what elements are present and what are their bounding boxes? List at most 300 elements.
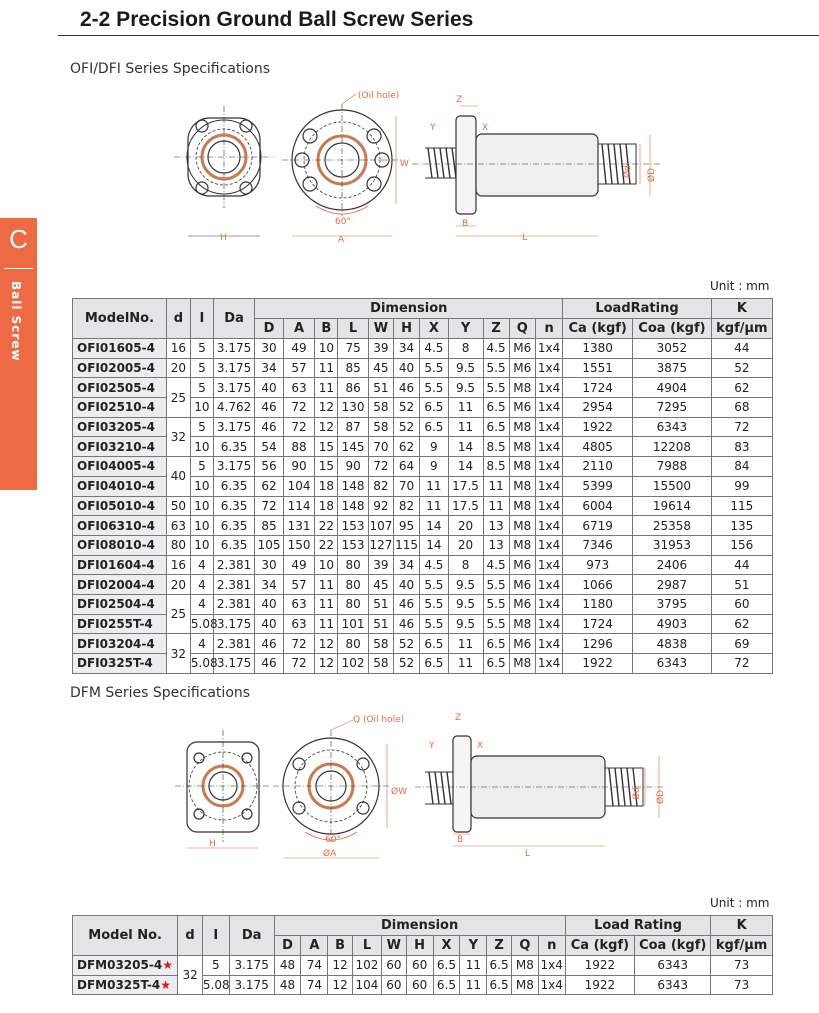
dimension-cell: 56 [255, 457, 283, 477]
ball-diameter-cell: 3.175 [213, 378, 254, 398]
lead-cell: 4 [190, 634, 213, 654]
dimension-cell: 1x4 [535, 339, 562, 359]
dimension-cell: 63 [283, 614, 315, 634]
dimension-cell: 54 [255, 437, 283, 457]
dimension-cell: 1x4 [538, 975, 565, 995]
dfm-header-ca: Ca (kgf) [565, 936, 634, 956]
dynamic-load-cell: 1922 [565, 975, 634, 995]
dimension-cell: 90 [283, 457, 315, 477]
dimension-cell: 49 [283, 339, 315, 359]
ball-diameter-cell: 3.175 [213, 417, 254, 437]
dimension-cell: 63 [283, 594, 315, 614]
dimension-cell: 90 [338, 457, 369, 477]
dimension-cell: 148 [338, 476, 369, 496]
dimension-cell: 5.5 [420, 614, 448, 634]
dimension-cell: M8 [509, 535, 535, 555]
model-number: OFI05010-4 [77, 498, 155, 513]
dimension-cell: 52 [393, 398, 419, 418]
dimension-cell: M6 [509, 339, 535, 359]
ball-diameter-cell: 4.762 [213, 398, 254, 418]
dimension-cell: 22 [315, 535, 338, 555]
shaft-diameter-cell: 25 [166, 594, 190, 633]
dynamic-load-cell: 1551 [563, 358, 633, 378]
dfm-oil-hole-label: Q (Oil hole) [353, 715, 405, 725]
dynamic-load-cell: 1922 [563, 654, 633, 674]
dfm-header-dim: Y [460, 936, 487, 956]
dimension-cell: 57 [283, 575, 315, 595]
dimension-cell: 1x4 [535, 457, 562, 477]
dfm-header-k-unit: kgf/μm [711, 936, 773, 956]
model-number: OFI04010-4 [77, 479, 155, 494]
ball-diameter-cell: 3.175 [229, 956, 274, 976]
dimension-cell: 8 [448, 339, 483, 359]
dimension-cell: 14 [420, 516, 448, 536]
side-tab-label: Ball Screw [9, 281, 23, 362]
model-cell [73, 358, 167, 378]
dimension-cell: 9 [420, 457, 448, 477]
dimension-cell: 46 [393, 614, 419, 634]
static-load-cell: 6343 [633, 417, 712, 437]
dimension-cell: 1x4 [535, 516, 562, 536]
title-underline [58, 35, 819, 36]
table-row [73, 358, 773, 378]
dynamic-load-cell: 1724 [563, 378, 633, 398]
ball-diameter-cell: 2.381 [213, 575, 254, 595]
ball-diameter-cell: 2.381 [213, 555, 254, 575]
ofi-header-l: I [190, 299, 213, 339]
dimension-cell: 87 [338, 417, 369, 437]
dimension-cell: 60 [382, 975, 407, 995]
model-number: DFI01604-4 [77, 557, 155, 572]
star-icon: ★ [162, 958, 173, 973]
side-tab-letter: C [9, 224, 28, 254]
dimension-cell: 11 [448, 417, 483, 437]
dimension-cell: 60 [406, 956, 433, 976]
model-number: DFM03205-4 [77, 958, 163, 973]
dimension-cell: 11 [483, 476, 509, 496]
dimension-cell: 11 [483, 496, 509, 516]
dimension-cell: 17.5 [448, 496, 483, 516]
static-load-cell: 4838 [633, 634, 712, 654]
dimension-cell: 46 [255, 417, 283, 437]
static-load-cell: 19614 [633, 496, 712, 516]
dimension-cell: 1x4 [535, 437, 562, 457]
dimension-cell: 14 [448, 457, 483, 477]
dimension-cell: 5.5 [420, 358, 448, 378]
table-row [73, 594, 773, 614]
dimension-cell: 80 [338, 555, 369, 575]
dfm-spec-table [72, 915, 773, 995]
lead-cell: 5 [190, 457, 213, 477]
dimension-cell: 4.5 [420, 339, 448, 359]
dimension-cell: 72 [368, 457, 393, 477]
dimension-cell: 34 [393, 339, 419, 359]
dimension-cell: 5.5 [483, 614, 509, 634]
dimension-cell: 34 [255, 358, 283, 378]
page-title: 2-2 Precision Ground Ball Screw Series [80, 8, 474, 31]
dimension-cell: 11 [420, 476, 448, 496]
static-load-cell: 7295 [633, 398, 712, 418]
dfm-header-dim: W [382, 936, 407, 956]
dimension-cell: 104 [283, 476, 315, 496]
model-number: DFI0325T-4 [77, 656, 153, 671]
model-number: OFI03205-4 [77, 420, 155, 435]
dfm-header-da: Da [229, 916, 274, 956]
dfm-header-d: d [178, 916, 203, 956]
model-number: OFI04005-4 [77, 459, 155, 474]
model-number: DFI02004-4 [77, 577, 155, 592]
dimension-cell: 82 [393, 496, 419, 516]
model-number: DFI0255T-4 [77, 616, 153, 631]
dfm-header-coa: Coa (kgf) [635, 936, 711, 956]
dimension-cell: M6 [509, 358, 535, 378]
stiffness-cell: 72 [711, 654, 772, 674]
ball-diameter-cell: 3.175 [213, 654, 254, 674]
dimension-cell: 39 [368, 339, 393, 359]
dimension-cell: 127 [368, 535, 393, 555]
ofi-section-heading: OFI/DFI Series Specifications [70, 61, 271, 77]
dimension-cell: 58 [368, 417, 393, 437]
lead-cell: 4 [190, 594, 213, 614]
ofi-header-k: K [711, 299, 772, 319]
dimension-cell: 6.5 [420, 398, 448, 418]
dimension-cell: 102 [352, 956, 381, 976]
model-cell [73, 398, 167, 418]
ofi-header-k-unit: kgf/μm [711, 319, 772, 339]
shaft-diameter-cell: 32 [178, 956, 203, 995]
ofi-unit-label: Unit : mm [710, 279, 770, 293]
model-number: OFI03210-4 [77, 439, 155, 454]
dfm-label-x: X [477, 741, 484, 751]
dimension-cell: 72 [283, 417, 315, 437]
dimension-cell: M8 [509, 417, 535, 437]
dfm-unit-label: Unit : mm [710, 896, 770, 910]
dimension-cell: 30 [255, 339, 283, 359]
dimension-cell: 11 [315, 358, 338, 378]
lead-cell: 5 [190, 358, 213, 378]
model-cell [73, 516, 167, 536]
dimension-cell: 9.5 [448, 358, 483, 378]
dimension-cell: 58 [368, 398, 393, 418]
dimension-cell: 74 [301, 956, 328, 976]
side-tab-divider [4, 268, 33, 269]
ofi-header-dim: H [393, 319, 419, 339]
static-load-cell: 3052 [633, 339, 712, 359]
dfm-header-dim: n [538, 936, 565, 956]
star-icon: ★ [160, 977, 172, 992]
dimension-cell: M8 [509, 378, 535, 398]
dimension-cell: 85 [338, 358, 369, 378]
table-row [73, 457, 773, 477]
dimension-cell: 72 [283, 654, 315, 674]
static-load-cell: 12208 [633, 437, 712, 457]
dimension-cell: 18 [315, 496, 338, 516]
dfm-header-load-rating: Load Rating [565, 916, 711, 936]
model-cell [73, 437, 167, 457]
dynamic-load-cell: 7346 [563, 535, 633, 555]
dfm-label-w: ØW [391, 787, 407, 797]
dimension-cell: 72 [255, 496, 283, 516]
dynamic-load-cell: 1066 [563, 575, 633, 595]
dfm-label-l: L [525, 849, 531, 859]
dfm-label-z: Z [455, 713, 462, 723]
dynamic-load-cell: 1180 [563, 594, 633, 614]
dimension-cell: 70 [393, 476, 419, 496]
dimension-cell: 6.5 [433, 975, 460, 995]
table-row [73, 516, 773, 536]
dfm-header-l: I [202, 916, 229, 956]
static-load-cell: 25358 [633, 516, 712, 536]
lead-cell: 5 [190, 339, 213, 359]
ball-diameter-cell: 6.35 [213, 496, 254, 516]
ball-diameter-cell: 3.175 [213, 339, 254, 359]
dimension-cell: M8 [509, 457, 535, 477]
lead-cell: 5 [202, 956, 229, 976]
model-cell [73, 575, 167, 595]
dimension-cell: 72 [283, 634, 315, 654]
dimension-cell: 11 [315, 378, 338, 398]
dimension-cell: 40 [393, 358, 419, 378]
ball-diameter-cell: 2.381 [213, 594, 254, 614]
dimension-cell: 148 [338, 496, 369, 516]
dimension-cell: 6.5 [433, 956, 460, 976]
ofi-label-angle: 60° [335, 217, 351, 227]
dimension-cell: M8 [509, 437, 535, 457]
ofi-label-z: Z [456, 95, 463, 105]
dimension-cell: 74 [301, 975, 328, 995]
table-row [73, 496, 773, 516]
lead-cell: 5.08 [202, 975, 229, 995]
dimension-cell: M8 [511, 956, 538, 976]
dimension-cell: 9.5 [448, 614, 483, 634]
dimension-cell: M8 [509, 476, 535, 496]
dimension-cell: 51 [368, 594, 393, 614]
ball-diameter-cell: 6.35 [213, 476, 254, 496]
dfm-label-angle: 60° [325, 835, 341, 845]
dimension-cell: 46 [255, 398, 283, 418]
dimension-cell: 11 [315, 614, 338, 634]
dimension-cell: 9.5 [448, 378, 483, 398]
dimension-cell: 8.5 [483, 457, 509, 477]
lead-cell: 5.08 [190, 614, 213, 634]
dimension-cell: 12 [315, 654, 338, 674]
static-load-cell: 3875 [633, 358, 712, 378]
dimension-cell: 48 [274, 975, 301, 995]
ofi-label-b: B [462, 219, 469, 229]
dimension-cell: 5.5 [483, 594, 509, 614]
dimension-cell: 34 [393, 555, 419, 575]
dimension-cell: 46 [393, 594, 419, 614]
model-number: OFI02510-4 [77, 400, 155, 415]
dimension-cell: M6 [509, 398, 535, 418]
dimension-cell: 13 [483, 535, 509, 555]
dfm-label-h: H [209, 839, 216, 849]
lead-cell: 10 [190, 535, 213, 555]
dimension-cell: 1x4 [535, 594, 562, 614]
lead-cell: 10 [190, 398, 213, 418]
dimension-cell: 14 [448, 437, 483, 457]
stiffness-cell: 69 [711, 634, 772, 654]
static-load-cell: 6343 [633, 654, 712, 674]
table-row [73, 339, 773, 359]
dimension-cell: 6.5 [487, 975, 512, 995]
ofi-label-y: Y [430, 123, 436, 133]
section-side-tab[interactable] [0, 218, 37, 490]
dimension-cell: 51 [368, 378, 393, 398]
stiffness-cell: 44 [711, 555, 772, 575]
dimension-cell: M6 [509, 594, 535, 614]
ofi-header-dim: n [535, 319, 562, 339]
table-row [73, 535, 773, 555]
dfm-technical-drawing [175, 708, 675, 864]
shaft-diameter-cell: 20 [166, 358, 190, 378]
ofi-header-dim: L [338, 319, 369, 339]
ball-diameter-cell: 3.175 [213, 457, 254, 477]
dimension-cell: 1x4 [535, 496, 562, 516]
dimension-cell: 85 [255, 516, 283, 536]
dfm-side-view [415, 736, 665, 846]
dimension-cell: 6.5 [483, 398, 509, 418]
dimension-cell: 6.5 [483, 634, 509, 654]
static-load-cell: 4903 [633, 614, 712, 634]
model-number: DFI02504-4 [77, 597, 155, 612]
dimension-cell: 92 [368, 496, 393, 516]
shaft-diameter-cell: 63 [166, 516, 190, 536]
dimension-cell: M6 [509, 575, 535, 595]
dynamic-load-cell: 4805 [563, 437, 633, 457]
dimension-cell: 80 [338, 594, 369, 614]
static-load-cell: 4904 [633, 378, 712, 398]
lead-cell: 5.08 [190, 654, 213, 674]
dimension-cell: 22 [315, 516, 338, 536]
dimension-cell: 45 [368, 358, 393, 378]
dimension-cell: 153 [338, 516, 369, 536]
dimension-cell: 57 [283, 358, 315, 378]
dimension-cell: 48 [274, 956, 301, 976]
dimension-cell: 1x4 [538, 956, 565, 976]
dimension-cell: 12 [315, 417, 338, 437]
dfm-header-dim: X [433, 936, 460, 956]
lead-cell: 10 [190, 476, 213, 496]
dimension-cell: 86 [338, 378, 369, 398]
dfm-label-dd: Ød [632, 787, 642, 800]
dimension-cell: 1x4 [535, 358, 562, 378]
dimension-cell: 13 [483, 516, 509, 536]
static-load-cell: 6343 [635, 975, 711, 995]
dimension-cell: 46 [255, 654, 283, 674]
model-number: DFI03204-4 [77, 636, 155, 651]
dimension-cell: 10 [315, 339, 338, 359]
ball-diameter-cell: 6.35 [213, 516, 254, 536]
dimension-cell: 51 [368, 614, 393, 634]
model-cell [73, 417, 167, 437]
dimension-cell: 58 [368, 654, 393, 674]
dfm-header-dim: A [301, 936, 328, 956]
ofi-header-dim: A [283, 319, 315, 339]
ofi-label-h: H [220, 233, 227, 243]
ofi-header-coa: Coa (kgf) [633, 319, 712, 339]
static-load-cell: 2987 [633, 575, 712, 595]
model-cell [73, 339, 167, 359]
dfm-header-dimension: Dimension [274, 916, 565, 936]
dimension-cell: 153 [338, 535, 369, 555]
static-load-cell: 6343 [635, 956, 711, 976]
dynamic-load-cell: 2954 [563, 398, 633, 418]
dimension-cell: 107 [368, 516, 393, 536]
dimension-cell: 5.5 [420, 378, 448, 398]
dimension-cell: 8 [448, 555, 483, 575]
ofi-label-w: W [400, 159, 409, 169]
dimension-cell: 5.5 [483, 378, 509, 398]
dimension-cell: 40 [255, 594, 283, 614]
lead-cell: 5 [190, 417, 213, 437]
dimension-cell: 131 [283, 516, 315, 536]
dfm-header-k: K [711, 916, 773, 936]
ofi-label-dd-outer: ØD [647, 167, 657, 182]
dimension-cell: 39 [368, 555, 393, 575]
dimension-cell: 60 [382, 956, 407, 976]
dimension-cell: 75 [338, 339, 369, 359]
dimension-cell: M8 [511, 975, 538, 995]
ball-diameter-cell: 3.175 [229, 975, 274, 995]
dimension-cell: 130 [338, 398, 369, 418]
ofi-oil-hole-label: (Oil hole) [358, 91, 400, 101]
stiffness-cell: 99 [711, 476, 772, 496]
dimension-cell: 82 [368, 476, 393, 496]
dimension-cell: 1x4 [535, 634, 562, 654]
dimension-cell: 80 [338, 575, 369, 595]
stiffness-cell: 73 [711, 975, 773, 995]
model-cell [73, 555, 167, 575]
stiffness-cell: 51 [711, 575, 772, 595]
dimension-cell: 102 [338, 654, 369, 674]
dimension-cell: 1x4 [535, 654, 562, 674]
dimension-cell: 15 [315, 457, 338, 477]
dimension-cell: 1x4 [535, 398, 562, 418]
static-load-cell: 15500 [633, 476, 712, 496]
lead-cell: 10 [190, 496, 213, 516]
dimension-cell: 4.5 [483, 555, 509, 575]
dimension-cell: 114 [283, 496, 315, 516]
dimension-cell: 14 [420, 535, 448, 555]
dimension-cell: 11 [315, 575, 338, 595]
dimension-cell: 1x4 [535, 614, 562, 634]
shaft-diameter-cell: 20 [166, 575, 190, 595]
dimension-cell: 104 [352, 975, 381, 995]
model-cell [73, 378, 167, 398]
dimension-cell: 80 [338, 634, 369, 654]
dimension-cell: 12 [328, 956, 353, 976]
ofi-header-load-rating: LoadRating [563, 299, 711, 319]
dimension-cell: 34 [255, 575, 283, 595]
shaft-diameter-cell: 80 [166, 535, 190, 555]
dimension-cell: 101 [338, 614, 369, 634]
dimension-cell: 52 [393, 417, 419, 437]
dimension-cell: 6.5 [420, 417, 448, 437]
shaft-diameter-cell: 32 [166, 634, 190, 673]
dimension-cell: 1x4 [535, 476, 562, 496]
table-row [73, 378, 773, 398]
dimension-cell: 52 [393, 654, 419, 674]
ofi-spec-table [72, 298, 773, 674]
ofi-header-model: ModelNo. [73, 299, 167, 339]
ofi-header-da: Da [213, 299, 254, 339]
ofi-label-a: A [338, 235, 345, 245]
ball-diameter-cell: 2.381 [213, 634, 254, 654]
dimension-cell: 58 [368, 634, 393, 654]
model-number: OFI02505-4 [77, 380, 155, 395]
dfm-label-dd-outer: ØD [656, 789, 666, 804]
